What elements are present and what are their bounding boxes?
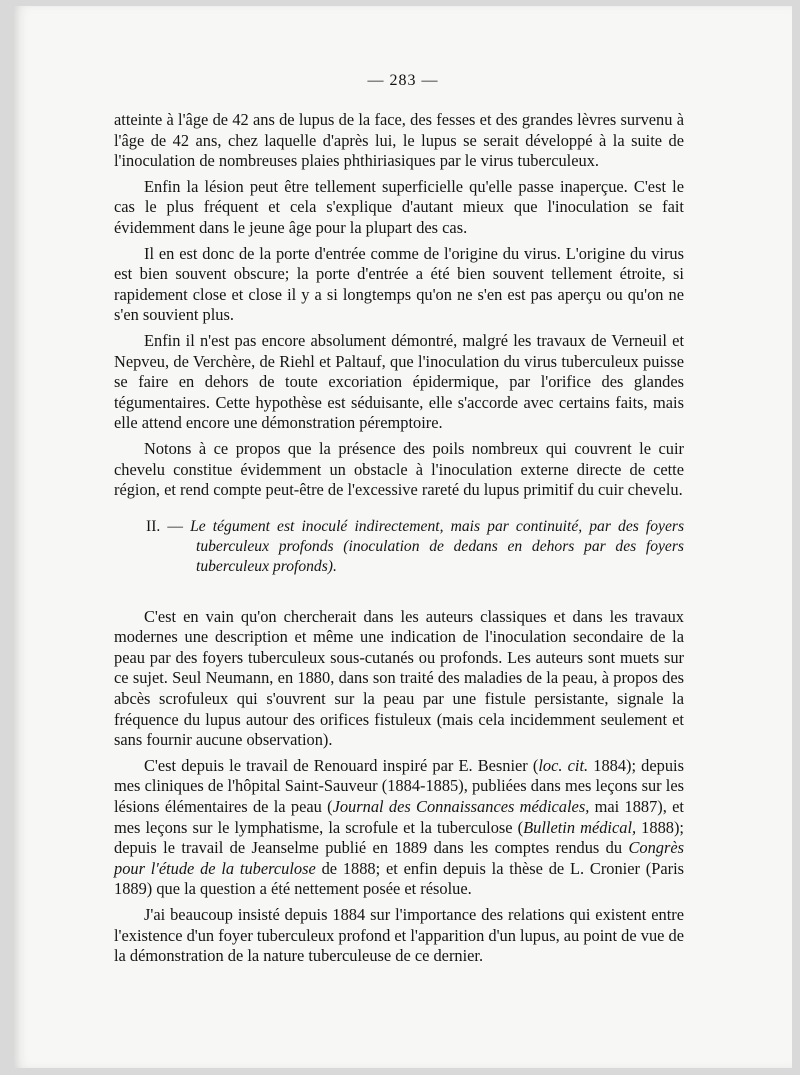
citation-italic: Bulletin médical,: [523, 817, 637, 837]
text-run: de 1888; et enfin depuis la thèse de L. Cronier (Paris 1889) que la question a été nettement posée et résolue.: [114, 858, 684, 899]
paragraph-4: Enfin il n'est pas encore absolument démontré, malgré les travaux de Verneuil et Nepveu, de Verchère, de Riehl et Paltauf, que l'inoculation du virus tuberculeux puisse se faire en dehors de toute excoriation épidermique, par l'orifice des glandes tégumentaires. Cette hypothèse est séduisante, elle s'accorde avec certains faits, mais elle attend encore une démonstration péremptoire.: [114, 330, 684, 433]
paragraph-3: Il en est donc de la porte d'entrée comme de l'origine du virus. L'origine du virus est bien souvent obscure; la porte d'entrée a été bien souvent tellement étroite, si rapidement close et close il y a si longtemps qu'on ne s'en est pas aperçu ou qu'on ne s'en souvient plus.: [114, 243, 684, 325]
paragraph-8: J'ai beaucoup insisté depuis 1884 sur l'importance des relations qui existent entre l'existence d'un foyer tuberculeux profond et l'apparition d'un lupus, au point de vue de la démonstration de la nature tuberculeuse de ce dernier.: [114, 905, 684, 966]
scanned-page: [14, 6, 792, 1068]
section-title: Le tégument est inoculé indirectement, mais par continuité, par des foyers tuberculeux profonds (inoculation de dedans en dehors par des foyers tuberculeux profonds).: [190, 517, 685, 575]
paragraph-7: [114, 756, 684, 900]
paragraph-5: Notons à ce propos que la présence des poils nombreux qui couvrent le cuir chevelu constitue évidemment un obstacle à l'inoculation externe directe de cette région, et rend compte peut-être de l'excessive rareté du lupus primitif du cuir chevelu.: [114, 438, 684, 500]
citation-italic: loc. cit.: [538, 755, 589, 775]
page-body: [114, 110, 684, 972]
citation-italic: Congrès pour l'étude de la tuberculose: [114, 838, 684, 878]
text-run: 1884); depuis mes cliniques de l'hôpital Saint-Sauveur (1884-1885), publiées dans mes leçons sur les lésions élémentaires de la peau (: [114, 755, 684, 817]
text-run: mai 1887), et mes leçons sur le lymphatisme, la scrofule et la tuberculose (: [114, 797, 684, 837]
section-heading: [114, 517, 684, 577]
paragraph-2: Enfin la lésion peut être tellement superficielle qu'elle passe inaperçue. C'est le cas le plus fréquent et cela s'explique d'autant mieux que l'inoculation se fait évidemment dans le jeune âge pour la plupart des cas.: [114, 176, 684, 237]
paragraph-1: atteinte à l'âge de 42 ans de lupus de la face, des fesses et des grandes lèvres survenu à l'âge de 42 ans, chez laquelle d'après lui, le lupus se serait développé à la suite de l'inoculation de nombreuses plaies phthiriasiques par le virus tuberculeux.: [114, 110, 684, 171]
text-run: C'est depuis le travail de Renouard inspiré par E. Besnier (: [144, 755, 539, 775]
paragraph-6: C'est en vain qu'on chercherait dans les auteurs classiques et dans les travaux modernes une description et même une indication de l'inoculation secondaire de la peau par des foyers tuberculeux sous-cutanés ou profonds. Les auteurs sont muets sur ce sujet. Seul Neumann, en 1880, dans son traité des maladies de la peau, à propos des abcès scrofuleux qui s'ouvrent sur la peau par une fistule persistante, signale la fréquence du lupus autour des orifices fistuleux (mais cela incidemment seulement et sans fournir aucune observation).: [114, 606, 684, 750]
section-number: II. —: [146, 517, 183, 535]
page-number: — 283 —: [367, 72, 439, 89]
citation-italic: Journal des Connaissances médicales,: [332, 797, 590, 817]
text-run: 1888); depuis le travail de Jeanselme publié en 1889 dans les comptes rendus du: [114, 817, 684, 858]
